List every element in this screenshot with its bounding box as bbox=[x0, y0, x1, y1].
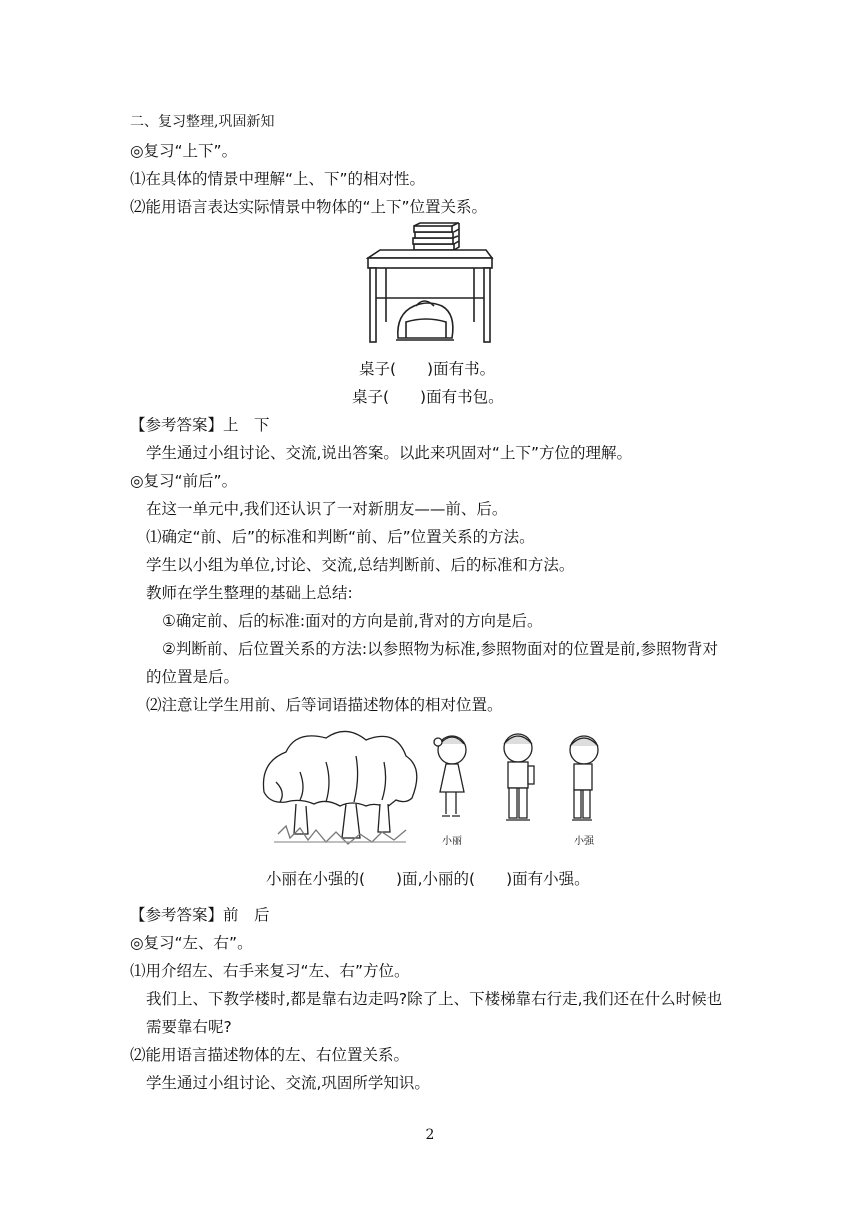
answer-tag: 【参考答案】 bbox=[130, 906, 224, 924]
item-2-text: ⑵注意让学生用前、后等词语描述物体的相对位置。 bbox=[146, 696, 503, 714]
boy-xiaoqiang-image bbox=[570, 736, 598, 820]
item-1-text: ⑴用介绍左、右手来复习“左、右”方位。 bbox=[130, 962, 410, 980]
item-2a-text: 学生通过小组讨论、交流,巩固所学知识。 bbox=[146, 1074, 430, 1092]
answer-note: 学生通过小组讨论、交流,说出答案。以此来巩固对“上下”方位的理解。 bbox=[146, 444, 632, 462]
section-title: 二、复习整理,巩固新知 bbox=[130, 114, 275, 130]
answer-text: 前 后 bbox=[223, 906, 270, 924]
item-1-text: ⑴在具体的情景中理解“上、下”的相对性。 bbox=[130, 170, 426, 188]
heading-front-back: ◎复习“前后”。 bbox=[130, 472, 238, 490]
answer-tag: 【参考答案】 bbox=[130, 416, 224, 434]
item-2-text: ⑵能用语言表达实际情景中物体的“上下”位置关系。 bbox=[130, 198, 488, 216]
summary-2: ②判断前、后位置关系的方法:以参照物为标准,参照物面对的位置是前,参照物背对 bbox=[162, 640, 718, 658]
schoolbag-image bbox=[396, 301, 454, 340]
question-books: 桌子( )面有书。 bbox=[359, 360, 496, 378]
item-1b-text: 教师在学生整理的基础上总结: bbox=[146, 584, 353, 602]
heading-left-right: ◎复习“左、右”。 bbox=[130, 934, 253, 952]
summary-1: ①确定前、后的标准:面对的方向是前,背对的方向是后。 bbox=[162, 612, 543, 630]
desk-illustration bbox=[366, 222, 496, 346]
item-1b-text: 需要靠右呢? bbox=[146, 1018, 232, 1036]
item-1a-text: 我们上、下教学楼时,都是靠右边走吗?除了上、下楼梯靠右行走,我们还在什么时候也 bbox=[146, 990, 723, 1008]
trees-image bbox=[263, 731, 416, 844]
girl-xiaoli-image bbox=[434, 736, 466, 816]
intro-text: 在这一单元中,我们还认识了一对新朋友——前、后。 bbox=[146, 500, 508, 518]
question-front-back: 小丽在小强的( )面,小丽的( )面有小强。 bbox=[266, 870, 590, 888]
books-image bbox=[413, 223, 459, 250]
summary-2-cont: 的位置是后。 bbox=[146, 668, 240, 686]
item-2-text: ⑵能用语言描述物体的左、右位置关系。 bbox=[130, 1046, 410, 1064]
boy-image bbox=[504, 734, 534, 820]
item-1a-text: 学生以小组为单位,讨论、交流,总结判断前、后的标准和方法。 bbox=[146, 556, 575, 574]
label-xiaoqiang: 小强 bbox=[574, 836, 594, 847]
question-bag: 桌子( )面有书包。 bbox=[352, 388, 504, 406]
answer-text: 上 下 bbox=[223, 416, 270, 434]
page-number: 2 bbox=[425, 1127, 435, 1143]
item-1-text: ⑴确定“前、后”的标准和判断“前、后”位置关系的方法。 bbox=[146, 528, 535, 546]
label-xiaoli: 小丽 bbox=[442, 836, 462, 847]
heading-up-down: ◎复习“上下”。 bbox=[130, 142, 238, 160]
trees-children-illustration bbox=[256, 722, 606, 852]
